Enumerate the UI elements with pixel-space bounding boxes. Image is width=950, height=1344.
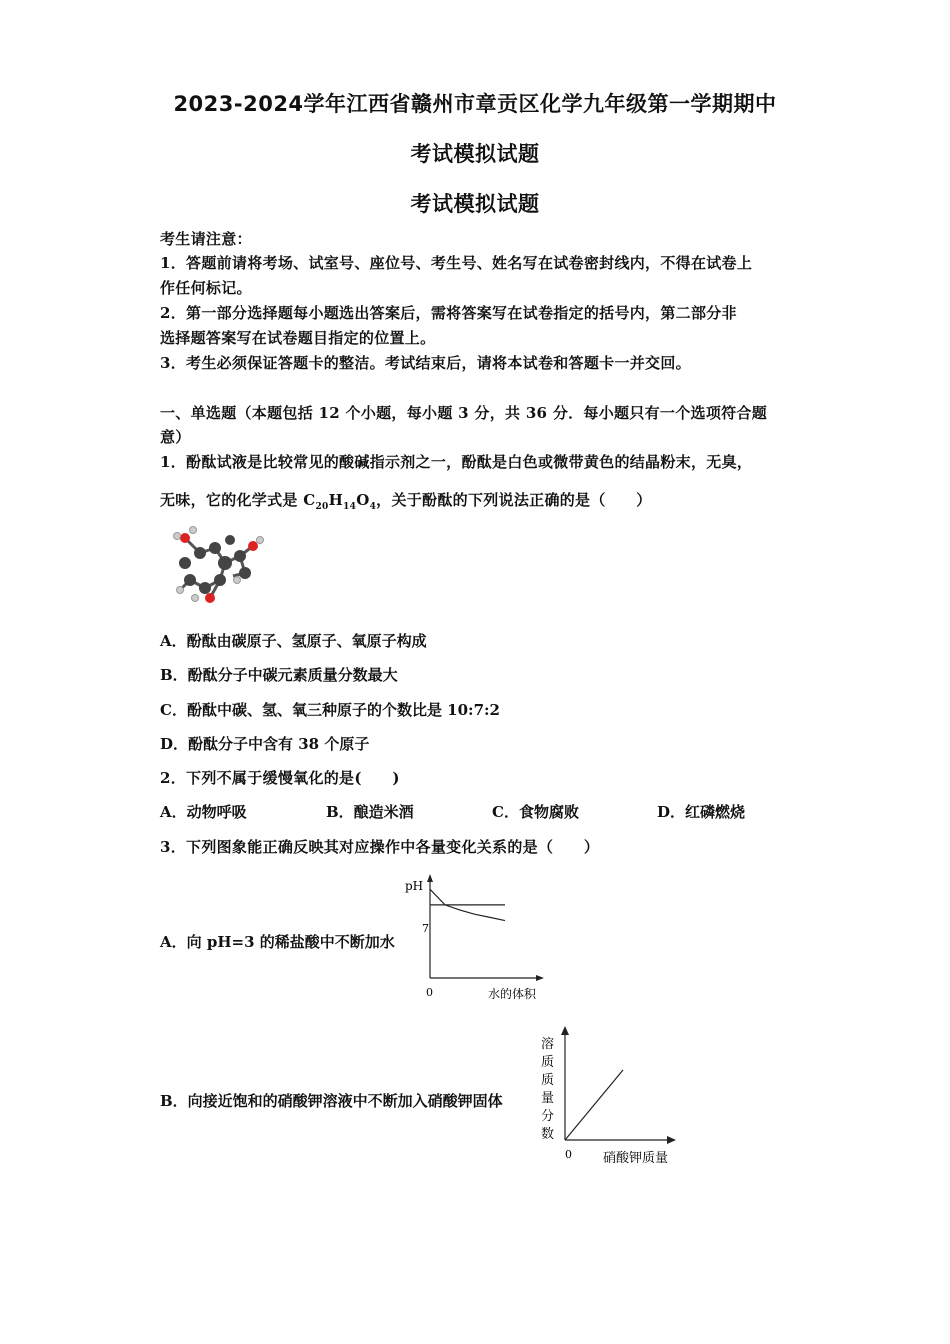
chart-b-ylabel-char: 量 xyxy=(541,1091,555,1106)
chart-b-series-line xyxy=(565,1070,623,1140)
chart-b-y-arrow xyxy=(561,1026,569,1035)
chart-a-ytick-7: 7 xyxy=(422,922,429,935)
chart-a-ylabel: pH xyxy=(405,879,424,893)
title-line-2: 考试模拟试题 xyxy=(410,142,540,166)
q2-option-c[interactable]: C．食物腐败 xyxy=(492,803,579,821)
q3-option-b[interactable]: B．向接近饱和的硝酸钾溶液中不断加入硝酸钾固体 xyxy=(160,1092,503,1110)
chart-b-x-arrow xyxy=(667,1136,676,1144)
q1-option-d[interactable]: D．酚酞分子中含有 38 个原子 xyxy=(160,735,370,753)
q1-option-c[interactable]: C．酚酞中碳、氢、氧三种原子的个数比是 10:7:2 xyxy=(160,701,500,719)
q1-option-b[interactable]: B．酚酞分子中碳元素质量分数最大 xyxy=(160,666,398,684)
notice-item: 选择题答案写在试卷题目指定的位置上。 xyxy=(160,329,436,347)
chart-a-xlabel: 水的体积 xyxy=(488,987,537,1001)
section-heading: 一、单选题（本题包括 12 个小题，每小题 3 分，共 36 分．每小题只有一个选项符合题 xyxy=(160,404,768,422)
q2-option-d[interactable]: D．红磷燃烧 xyxy=(657,803,746,821)
chart-b-ylabel-char: 溶 xyxy=(541,1037,555,1052)
notice-item: 2．第一部分选择题每小题选出答案后，需将答案写在试卷指定的括号内，第二部分非 xyxy=(160,304,737,322)
notice-item: 3．考生必须保证答题卡的整洁。考试结束后，请将本试卷和答题卡一并交回。 xyxy=(160,354,691,372)
chart-b-xlabel: 硝酸钾质量 xyxy=(603,1151,669,1166)
q3-stem: 3．下列图象能正确反映其对应操作中各量变化关系的是（ ） xyxy=(160,838,600,856)
notice-item: 作任何标记。 xyxy=(160,279,252,297)
notice-heading: 考生请注意： xyxy=(160,230,252,248)
chart-b-ylabel-char: 质 xyxy=(541,1073,555,1088)
chart-b-ylabel-char: 质 xyxy=(541,1055,555,1070)
chart-a-ph xyxy=(400,870,560,1005)
notice-item: 1．答题前请将考场、试室号、座位号、考生号、姓名写在试卷密封线内，不得在试卷上 xyxy=(160,254,753,272)
q2-stem: 2．下列不属于缓慢氧化的是( ) xyxy=(160,769,400,787)
chart-b-origin: 0 xyxy=(565,1148,572,1161)
phenolphthalein-molecule-image xyxy=(165,518,270,608)
chart-a-y-arrow xyxy=(427,874,433,882)
q1-stem-line1: 1．酚酞试液是比较常见的酸碱指示剂之一，酚酞是白色或微带黄色的结晶粉末，无臭， xyxy=(160,453,753,471)
chart-b-ylabel-char: 分 xyxy=(541,1109,555,1124)
section-heading-cont: 意） xyxy=(160,428,191,446)
q1-stem-line2: 无味，它的化学式是 $C_{20}H_{14}O_4$，关于酚酞的下列说法正确的是（ ） xyxy=(160,491,652,512)
chart-b-solute-fraction xyxy=(535,1020,685,1170)
q3-option-a[interactable]: A．向 pH=3 的稀盐酸中不断加水 xyxy=(160,933,395,951)
q1-option-a[interactable]: A．酚酞由碳原子、氢原子、氧原子构成 xyxy=(160,632,427,650)
q2-option-a[interactable]: A．动物呼吸 xyxy=(160,803,247,821)
q2-option-b[interactable]: B．酿造米酒 xyxy=(326,803,414,821)
title-line-1: 2023-2024学年江西省赣州市章贡区化学九年级第一学期期中 xyxy=(173,92,777,116)
chart-a-origin: 0 xyxy=(426,986,433,999)
chart-b-ylabel-char: 数 xyxy=(541,1127,555,1142)
chart-a-x-arrow xyxy=(536,975,544,981)
title-line-3: 考试模拟试题 xyxy=(410,192,540,216)
